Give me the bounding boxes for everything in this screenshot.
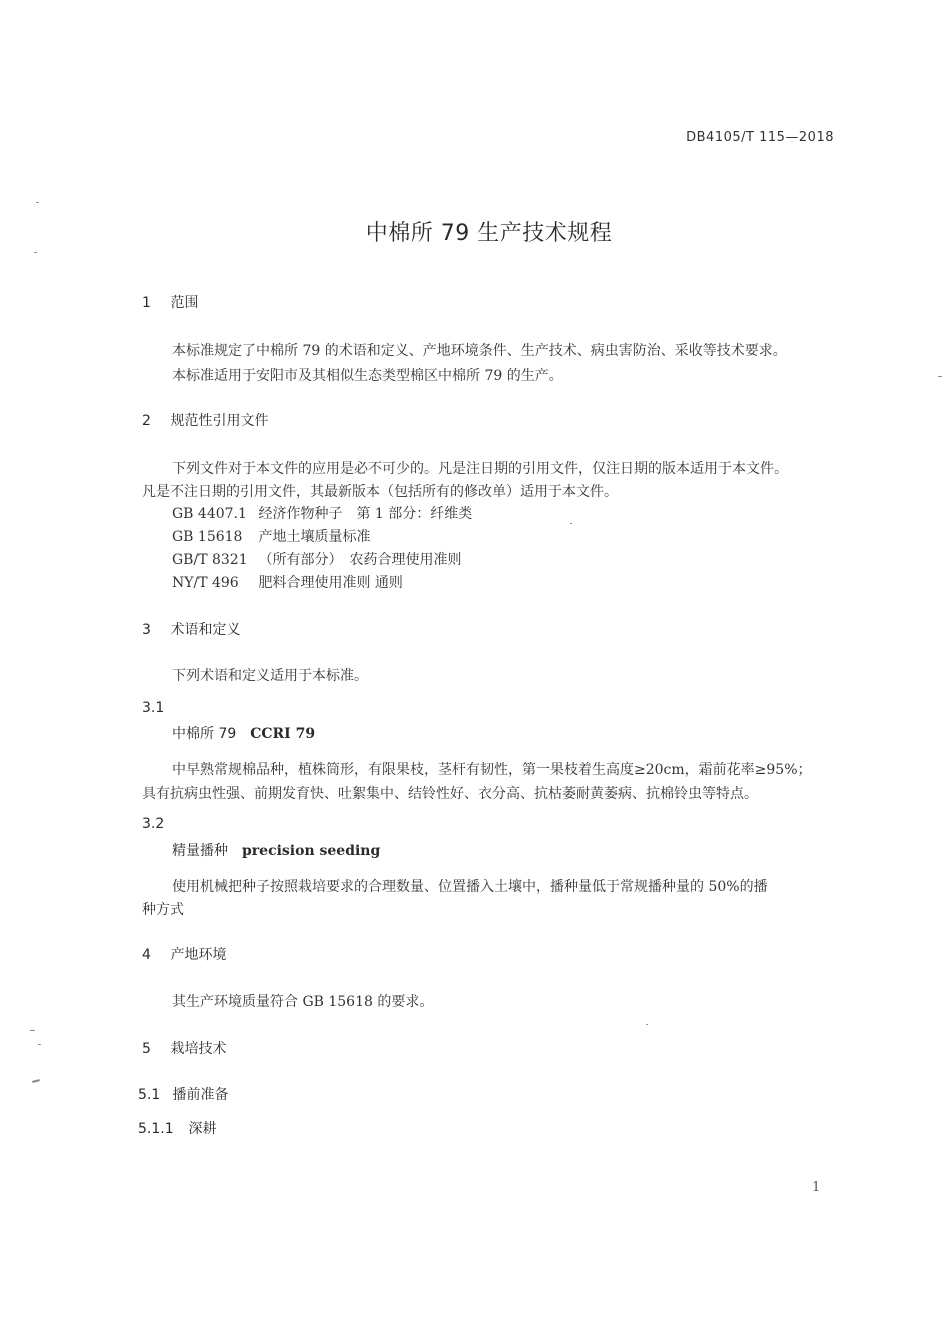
section-label: 产地环境 <box>170 947 227 963</box>
section-5-1-heading <box>138 1084 228 1104</box>
reference-title: 产地土壤质量标准 <box>258 529 371 545</box>
reference-title: （所有部分） 农药合理使用准则 <box>258 552 462 568</box>
page-title: 中棉所 79 生产技术规程 <box>365 221 613 246</box>
reference-code: GB 15618 <box>172 529 243 545</box>
section-label: 播前准备 <box>172 1087 229 1103</box>
reference-item <box>172 549 461 569</box>
term-3-2-number: 3.2 <box>142 816 165 832</box>
section-label: 范围 <box>170 295 199 311</box>
reference-code: GB/T 8321 <box>172 552 248 568</box>
section-4-paragraph: 其生产环境质量符合 GB 15618 的要求。 <box>172 994 434 1010</box>
section-5-heading <box>142 1038 226 1058</box>
section-2-paragraph-line-1: 下列文件对于本文件的应用是必不可少的。凡是注日期的引用文件，仅注日期的版本适用于本文件。 <box>172 461 788 477</box>
section-2-paragraph-line-2: 凡是不注日期的引用文件，其最新版本（包括所有的修改单）适用于本文件。 <box>142 484 618 500</box>
section-2-heading <box>142 410 268 430</box>
section-number: 3 <box>142 622 151 638</box>
reference-title: 经济作物种子 第 1 部分：纤维类 <box>258 506 473 522</box>
section-5-1-1-heading <box>138 1118 216 1138</box>
reference-item <box>172 503 472 523</box>
scan-speck <box>34 252 37 253</box>
scan-speck <box>36 202 39 203</box>
term-english: precision seeding <box>242 843 381 859</box>
reference-item <box>172 572 403 592</box>
section-label: 深耕 <box>188 1121 217 1137</box>
section-3-heading <box>142 619 240 639</box>
reference-code: GB 4407.1 <box>172 506 247 522</box>
reference-code: NY/T 496 <box>172 575 239 591</box>
term-chinese: 中棉所 79 <box>172 726 237 742</box>
section-number: 5.1 <box>138 1087 161 1103</box>
section-label: 术语和定义 <box>170 622 241 638</box>
term-chinese: 精量播种 <box>172 843 228 859</box>
section-number: 1 <box>142 295 151 311</box>
section-4-heading <box>142 944 226 964</box>
term-3-1-definition-line-2: 具有抗病虫性强、前期发育快、吐絮集中、结铃性好、衣分高、抗枯萎耐黄萎病、抗棉铃虫等特点。 <box>142 786 758 802</box>
term-english: CCRI 79 <box>250 726 316 742</box>
standard-number: DB4105/T 115—2018 <box>686 130 834 145</box>
term-3-2-definition-line-2: 种方式 <box>142 902 184 918</box>
reference-title: 肥料合理使用准则 通则 <box>258 575 403 591</box>
section-number: 5.1.1 <box>138 1121 174 1137</box>
term-3-1-definition-line-1: 中早熟常规棉品种，植株筒形，有限果枝，茎杆有韧性，第一果枝着生高度≥20cm，霜前花率≥95%； <box>172 762 812 778</box>
term-3-1-number: 3.1 <box>142 700 165 716</box>
scan-speck <box>570 523 572 524</box>
scan-speck <box>32 1079 40 1083</box>
section-label: 规范性引用文件 <box>170 413 269 429</box>
section-label: 栽培技术 <box>170 1041 227 1057</box>
scan-speck <box>38 1044 41 1045</box>
term-3-2 <box>172 840 380 860</box>
section-number: 5 <box>142 1041 151 1057</box>
term-3-1 <box>172 723 315 743</box>
section-number: 4 <box>142 947 151 963</box>
section-number: 2 <box>142 413 151 429</box>
page-number: 1 <box>812 1180 821 1195</box>
section-1-heading <box>142 292 198 312</box>
section-1-paragraph-1: 本标准规定了中棉所 79 的术语和定义、产地环境条件、生产技术、病虫害防治、采收等技术要求。 <box>172 343 787 359</box>
scan-speck <box>938 376 942 377</box>
reference-item <box>172 526 370 546</box>
section-3-paragraph: 下列术语和定义适用于本标准。 <box>172 668 368 684</box>
section-1-paragraph-2: 本标准适用于安阳市及其相似生态类型棉区中棉所 79 的生产。 <box>172 368 563 384</box>
scan-speck <box>30 1030 35 1031</box>
term-3-2-definition-line-1: 使用机械把种子按照栽培要求的合理数量、位置播入土壤中，播种量低于常规播种量的 50%的播 <box>172 879 768 895</box>
scan-speck <box>646 1024 648 1025</box>
